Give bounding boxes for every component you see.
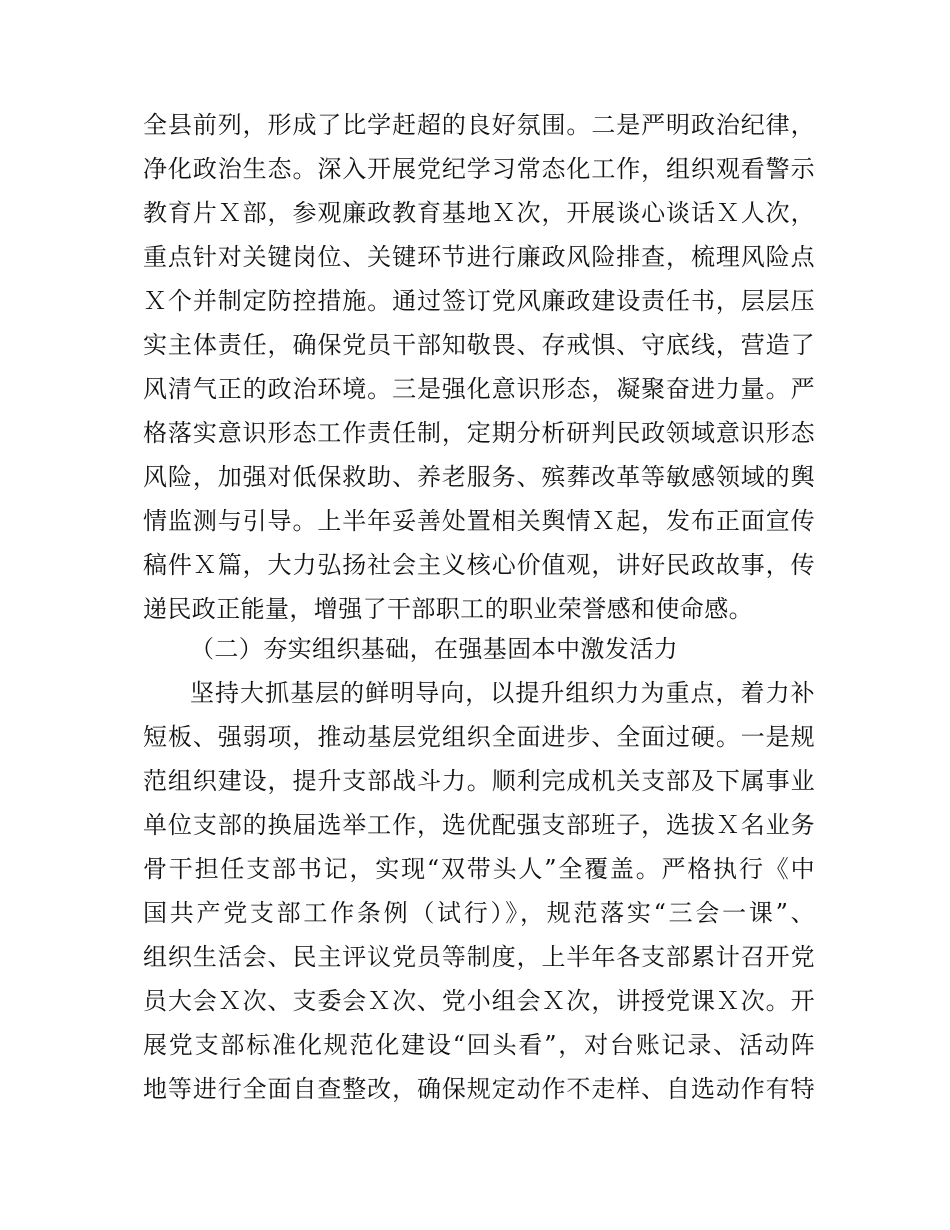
text-line: 地等进行全面自查整改，确保规定动作不走样、自选动作有特 (143, 1075, 815, 1103)
text-line: 范组织建设，提升支部战斗力。顺利完成机关支部及下属事业 (143, 767, 815, 795)
text-line: 稿件Ｘ篇，大力弘扬社会主义核心价值观，讲好民政故事，传 (143, 551, 815, 579)
text-line: 风清气正的政治环境。三是强化意识形态，凝聚奋进力量。严 (143, 375, 815, 403)
text-line: 组织生活会、民主评议党员等制度，上半年各支部累计召开党 (143, 943, 815, 971)
text-line: 递民政正能量，增强了干部职工的职业荣誉感和使命感。 (143, 595, 753, 623)
text-line: 单位支部的换届选举工作，选优配强支部班子，选拔Ｘ名业务 (143, 811, 815, 839)
section-heading: （二）夯实组织基础，在强基固本中激发活力 (190, 635, 678, 663)
text-line: 风险，加强对低保救助、养老服务、殡葬改革等敏感领域的舆 (143, 463, 815, 491)
text-line: 实主体责任，确保党员干部知敬畏、存戒惧、守底线，营造了 (143, 331, 815, 359)
text-line: Ｘ个并制定防控措施。通过签订党风廉政建设责任书，层层压 (143, 287, 815, 315)
text-line: 国共产党支部工作条例（试行）》，规范落实“三会一课”、 (143, 899, 815, 927)
text-line: 骨干担任支部书记，实现“双带头人”全覆盖。严格执行《中 (143, 855, 815, 883)
text-line: 教育片Ｘ部，参观廉政教育基地Ｘ次，开展谈心谈话Ｘ人次， (143, 199, 815, 227)
text-line: 展党支部标准化规范化建设“回头看”，对台账记录、活动阵 (143, 1031, 815, 1059)
text-line: 情监测与引导。上半年妥善处置相关舆情Ｘ起，发布正面宣传 (143, 507, 815, 535)
text-line: 全县前列，形成了比学赶超的良好氛围。二是严明政治纪律， (143, 111, 815, 139)
paragraph-first-line: 坚持大抓基层的鲜明导向，以提升组织力为重点，着力补 (190, 679, 815, 707)
text-line: 格落实意识形态工作责任制，定期分析研判民政领域意识形态 (143, 419, 815, 447)
text-line: 净化政治生态。深入开展党纪学习常态化工作，组织观看警示 (143, 155, 815, 183)
text-line: 短板、强弱项，推动基层党组织全面进步、全面过硬。一是规 (143, 723, 815, 751)
text-line: 重点针对关键岗位、关键环节进行廉政风险排查，梳理风险点 (143, 243, 815, 271)
text-line: 员大会Ｘ次、支委会Ｘ次、党小组会Ｘ次，讲授党课Ｘ次。开 (143, 987, 815, 1015)
